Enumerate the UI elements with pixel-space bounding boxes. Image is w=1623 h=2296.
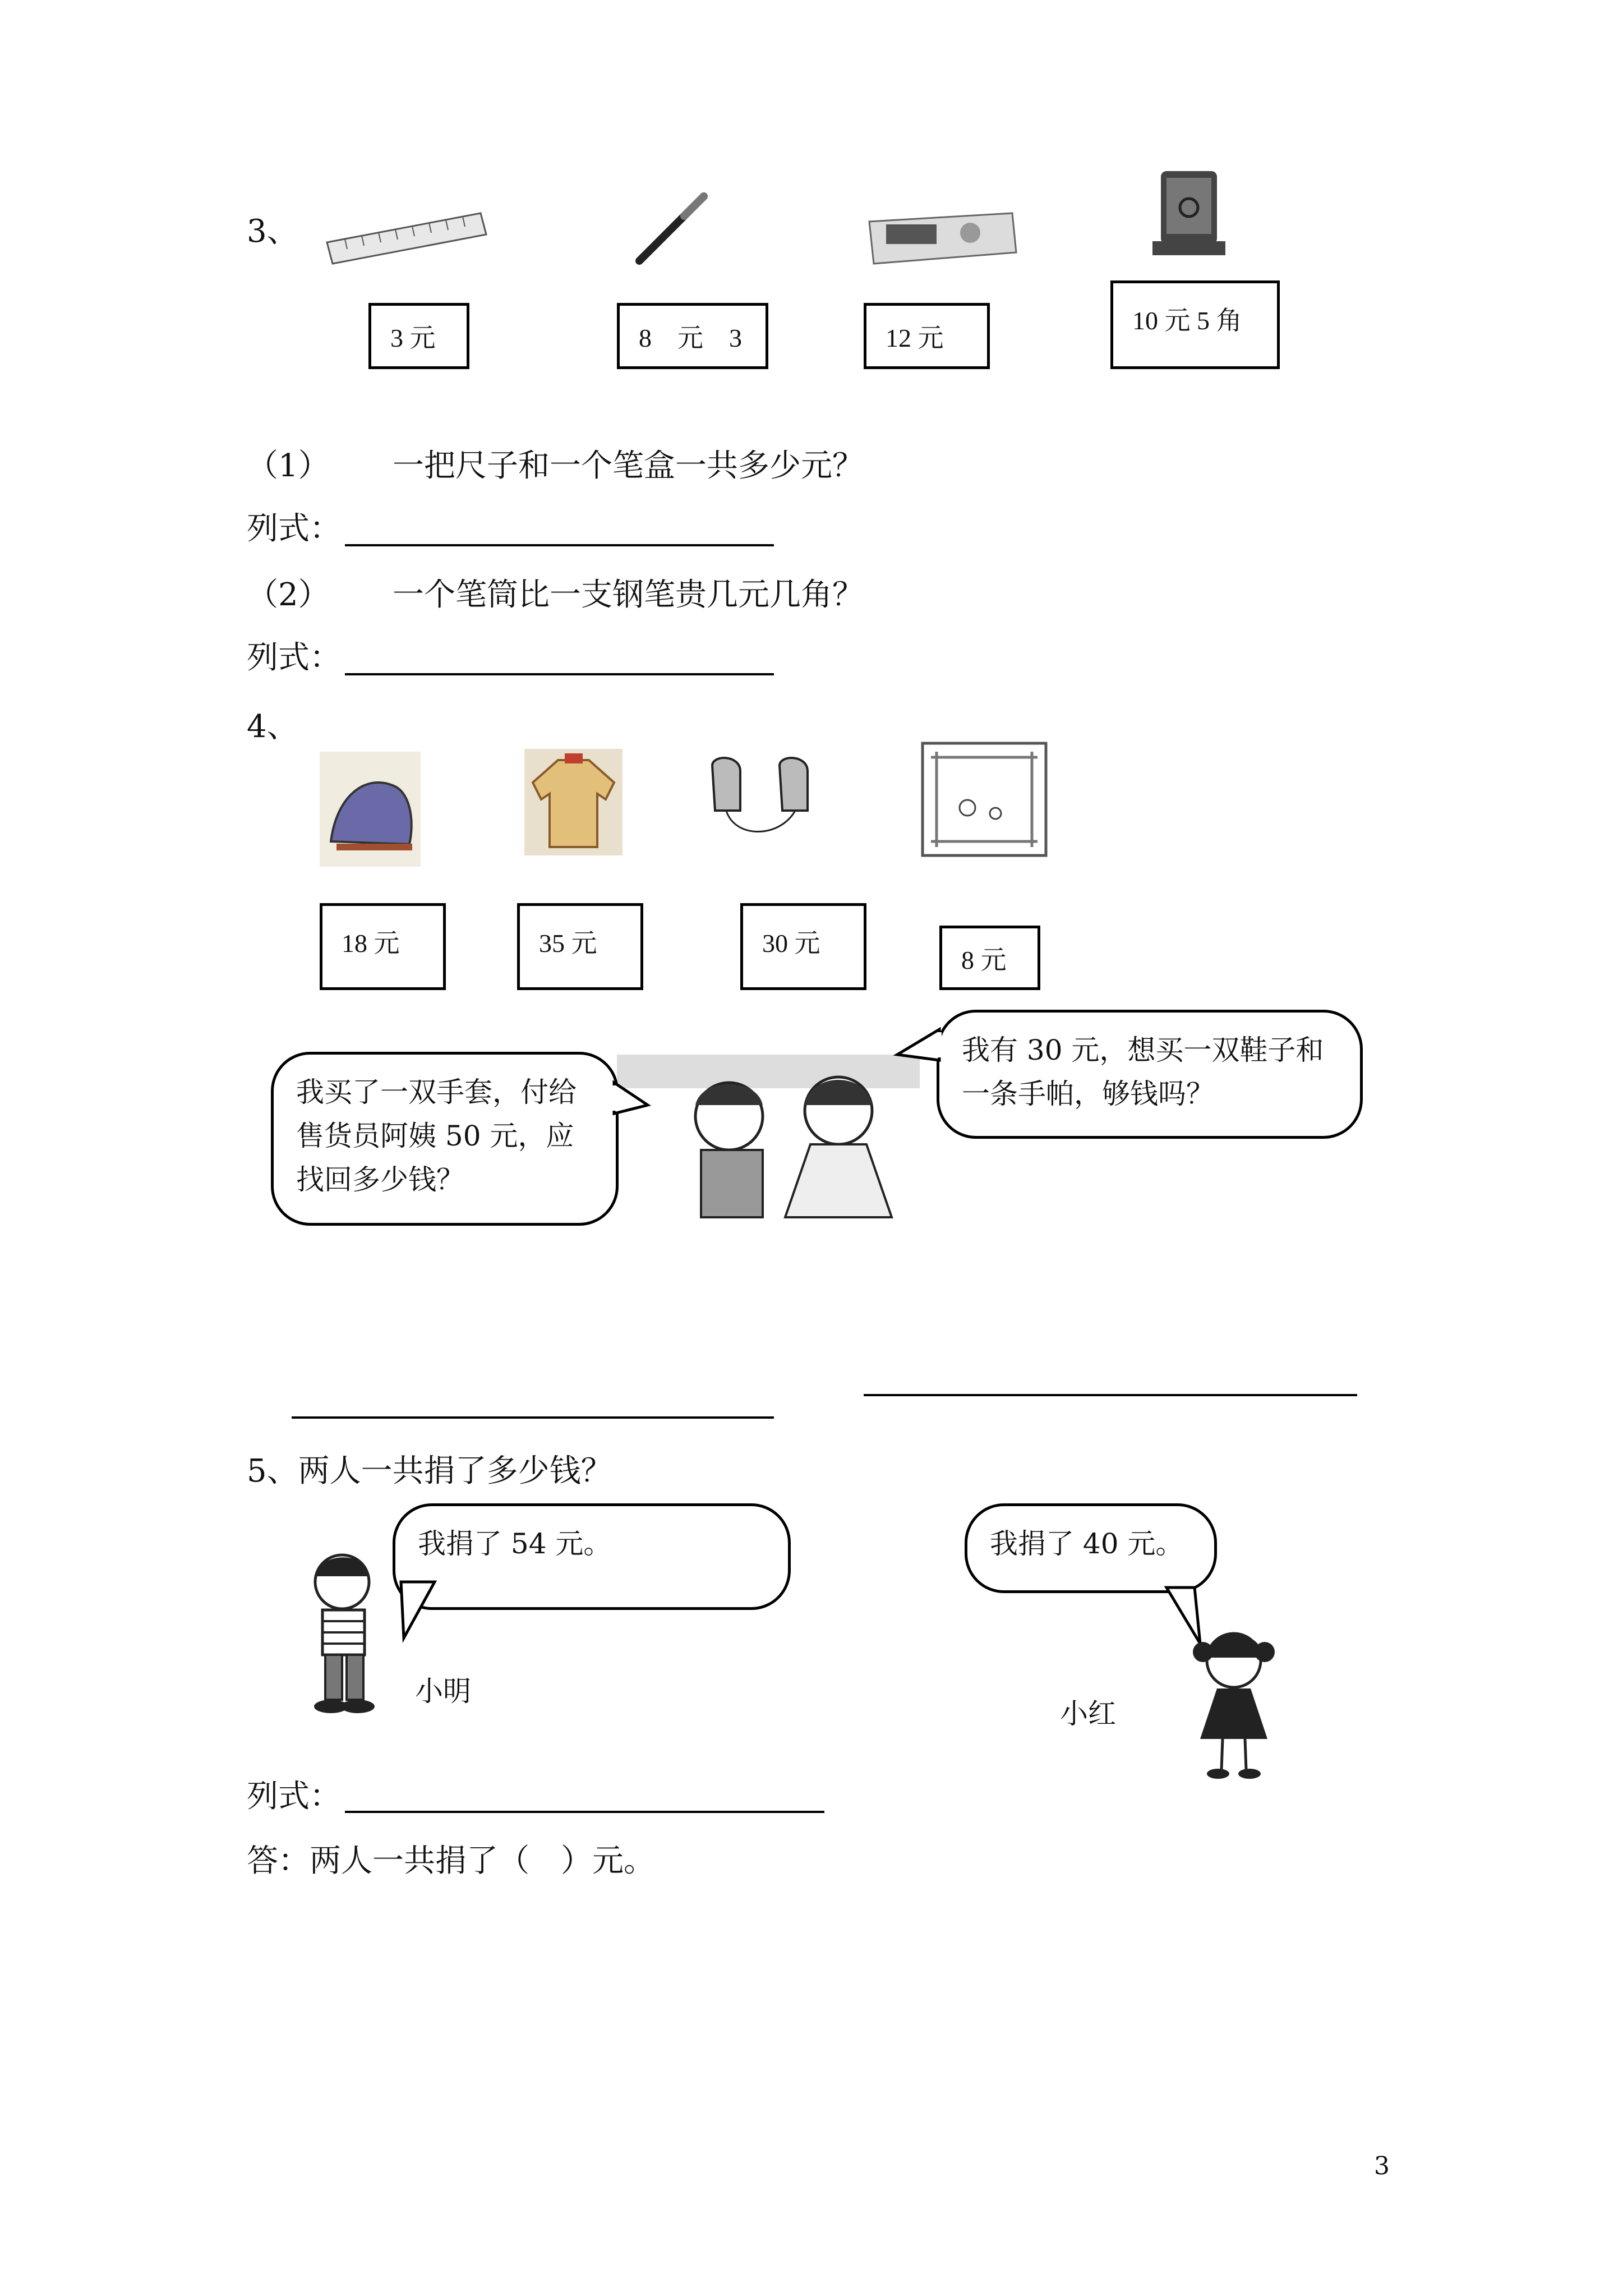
q3-formula2-label: 列式：: [247, 639, 341, 676]
xiaoming-figure: [297, 1548, 398, 1717]
bubble-xiaoming-text: 我捐了 54 元。: [418, 1527, 612, 1560]
bubble-xiaohong-text: 我捐了 40 元。: [990, 1527, 1184, 1560]
pen-holder-image: [1147, 165, 1231, 261]
answer-line: [345, 1811, 824, 1813]
speech-bubble-girl: [937, 1010, 1363, 1139]
pencil-case-image: [864, 202, 1021, 275]
answer-line: [864, 1394, 1357, 1396]
price-pencil-case: 12 元: [864, 303, 990, 369]
q5-title: 5、两人一共捐了多少钱？: [247, 1453, 612, 1489]
price-handkerchief: 8 元: [939, 926, 1040, 990]
bubble-tail: [401, 1582, 446, 1644]
bubble-boy-text: 我买了一双手套，付给售货员阿姨 50 元，应找回多少钱？: [296, 1076, 577, 1196]
speech-bubble-xiaohong: [965, 1503, 1217, 1593]
q5-formula-label: 列式：: [247, 1778, 341, 1815]
shoe-image: [320, 752, 421, 867]
q4-number: 4、: [247, 708, 298, 745]
price-gloves: 30 元: [740, 903, 866, 990]
price-shoes: 18 元: [320, 903, 446, 990]
q3-sub2-text: 一个笔筒比一支钢笔贵几元几角？: [393, 577, 864, 613]
q3-sub2-number: （2）: [247, 577, 330, 613]
price-ruler: 3 元: [368, 303, 469, 369]
q3-number: 3、: [247, 213, 298, 250]
ruler-image: [322, 202, 491, 269]
children-illustration: [617, 1049, 920, 1217]
q3-formula1-label: 列式：: [247, 510, 341, 547]
xiaohong-figure: [1178, 1627, 1284, 1784]
handkerchief-image: [920, 740, 1049, 858]
name-xiaohong: 小红: [1060, 1697, 1116, 1730]
speech-bubble-xiaoming: [393, 1503, 791, 1610]
bubble-tail: [897, 1029, 942, 1063]
q5-answer: 答：两人一共捐了（ ）元。: [247, 1843, 655, 1879]
name-xiaoming: 小明: [415, 1675, 471, 1708]
bubble-tail: [614, 1083, 653, 1116]
gloves-image: [695, 749, 830, 847]
pen-image: [628, 185, 718, 275]
page-number: 3: [1374, 2152, 1390, 2180]
answer-line: [345, 673, 774, 675]
answer-line: [292, 1416, 774, 1419]
price-pen-holder: 10 元 5 角: [1110, 280, 1280, 369]
q3-sub1-text: 一把尺子和一个笔盒一共多少元？: [393, 448, 864, 484]
bubble-girl-text: 我有 30 元，想买一双鞋子和一条手帕，够钱吗？: [962, 1034, 1324, 1110]
answer-line: [345, 544, 774, 546]
q3-sub1-number: （1）: [247, 448, 330, 484]
price-pen: 8 元 3: [617, 303, 768, 369]
speech-bubble-boy: [271, 1052, 619, 1226]
price-sweater: 35 元: [517, 903, 643, 990]
sweater-image: [524, 749, 623, 855]
